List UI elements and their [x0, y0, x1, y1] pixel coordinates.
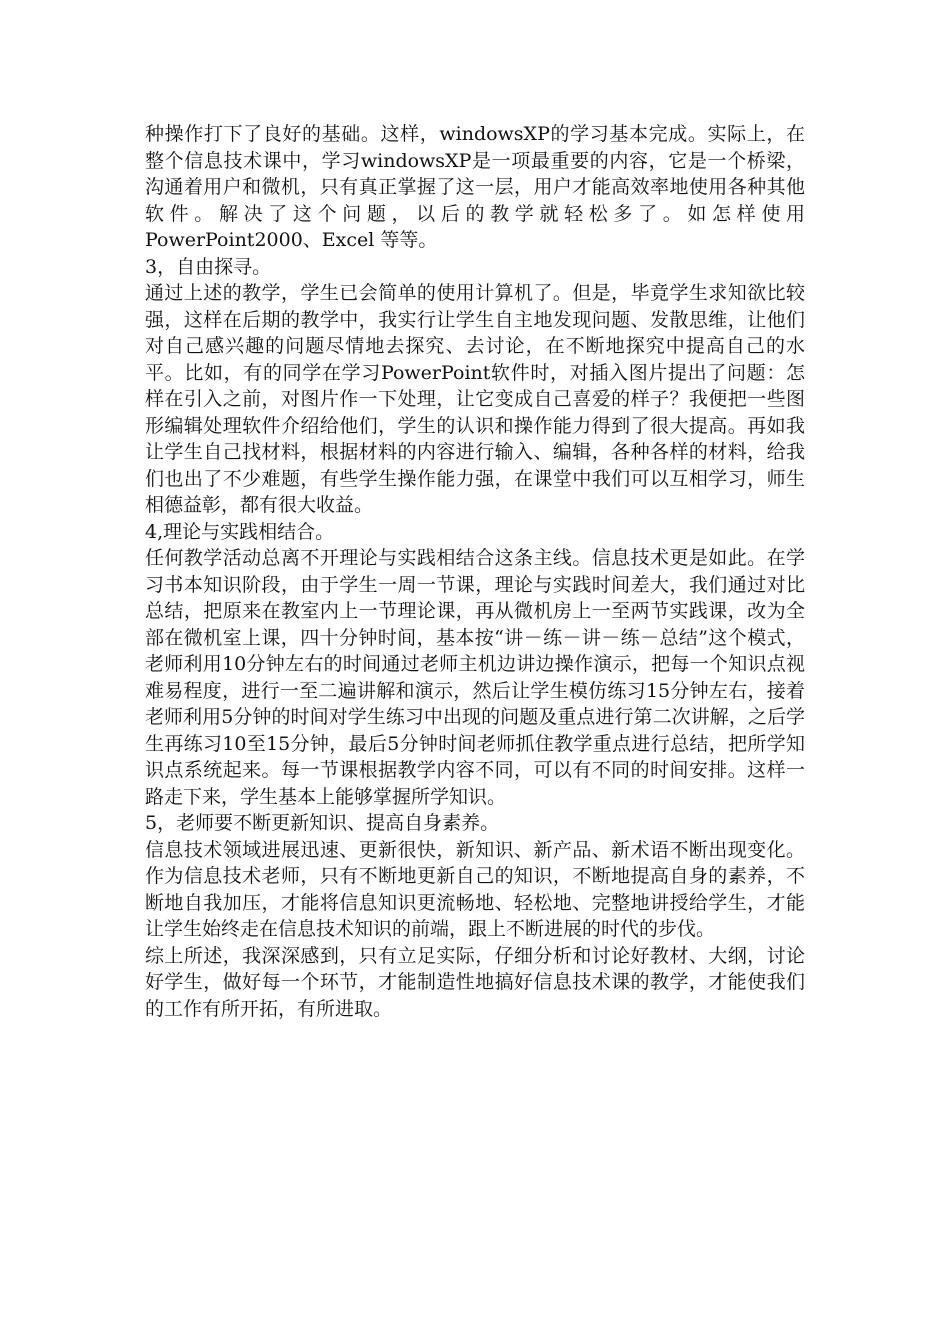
heading-free-exploration: 3，自由探寻。: [145, 255, 272, 278]
heading-teacher-update: 5，老师要不断更新知识、提高自身素养。: [145, 812, 500, 834]
paragraph-free-exploration: 通过上述的教学，学生已会简单的使用计算机了。但是，毕竟学生求知欲比较强，这样在后期的教学中，我实行让学生自主地发现问题、发散思维，让他们对自己感兴趣的问题尽情地去探究、去讨论，在不断地探究中提高自己的水平。比如，有的同学在学习PowerPoint软件时，对插入图片提出了问题：怎样在引入之前，对图片作一下处理，让它变成自己喜爱的样子？我便把一些图形编辑处理软件介绍给他们，学生的认识和操作能力得到了很大提高。再如我让学生自己找材料，根据材料的内容进行输入、编辑，各种各样的材料，给我们也出了不少难题，有些学生操作能力强，在课堂中我们可以互相学习，师生相德益彰，都有很大收益。: [145, 282, 805, 516]
paragraph-teacher-update: 信息技术领域进展迅速、更新很快，新知识、新产品、新术语不断出现变化。作为信息技术老师，只有不断地更新自己的知识，不断地提高自身的素养，不断地自我加压，才能将信息知识更流畅地、轻松地、完整地讲授给学生，才能让学生始终走在信息技术知识的前端，跟上不断进展的时代的步伐。: [145, 838, 805, 940]
paragraph-conclusion: 综上所述，我深深感到，只有立足实际，仔细分析和讨论好教材、大纲，讨论好学生，做好每一个环节，才能制造性地搞好信息技术课的教学，才能使我们的工作有所开拓，有所进取。: [145, 944, 805, 1020]
paragraph-theory-practice: 任何教学活动总离不开理论与实践相结合这条主线。信息技术更是如此。在学习书本知识阶段，由于学生一周一节课，理论与实践时间差大，我们通过对比总结，把原来在教室内上一节理论课，再从微机房上一至两节实践课，改为全部在微机室上课，四十分钟时间，基本按“讲－练－讲－练－总结”这个模式，老师利用10分钟左右的时间通过老师主机边讲边操作演示，把每一个知识点视难易程度，进行一至二遍讲解和演示，然后让学生模仿练习15分钟左右，接着老师利用5分钟的时间对学生练习中出现的问题及重点进行第二次讲解，之后学生再练习10至15分钟，最后5分钟时间老师抓住教学重点进行总结，把所学知识点系统起来。每一节课根据教学内容不同，可以有不同的时间安排。这样一路走下来，学生基本上能够掌握所学知识。: [145, 547, 805, 808]
paragraph-windowsxp-summary: 种操作打下了良好的基础。这样，windowsXP的学习基本完成。实际上，在整个信息技术课中，学习windowsXP是一项最重要的内容，它是一个桥梁，沟通着用户和微机，只有真正掌握了这一层，用户才能高效率地使用各种其他软件。解决了这个问题，以后的教学就轻松多了。如怎样使用PowerPoint2000、Excel 等等。: [145, 123, 805, 251]
document-body: [145, 121, 805, 1022]
heading-theory-practice: 4,理论与实践相结合。: [145, 520, 335, 543]
